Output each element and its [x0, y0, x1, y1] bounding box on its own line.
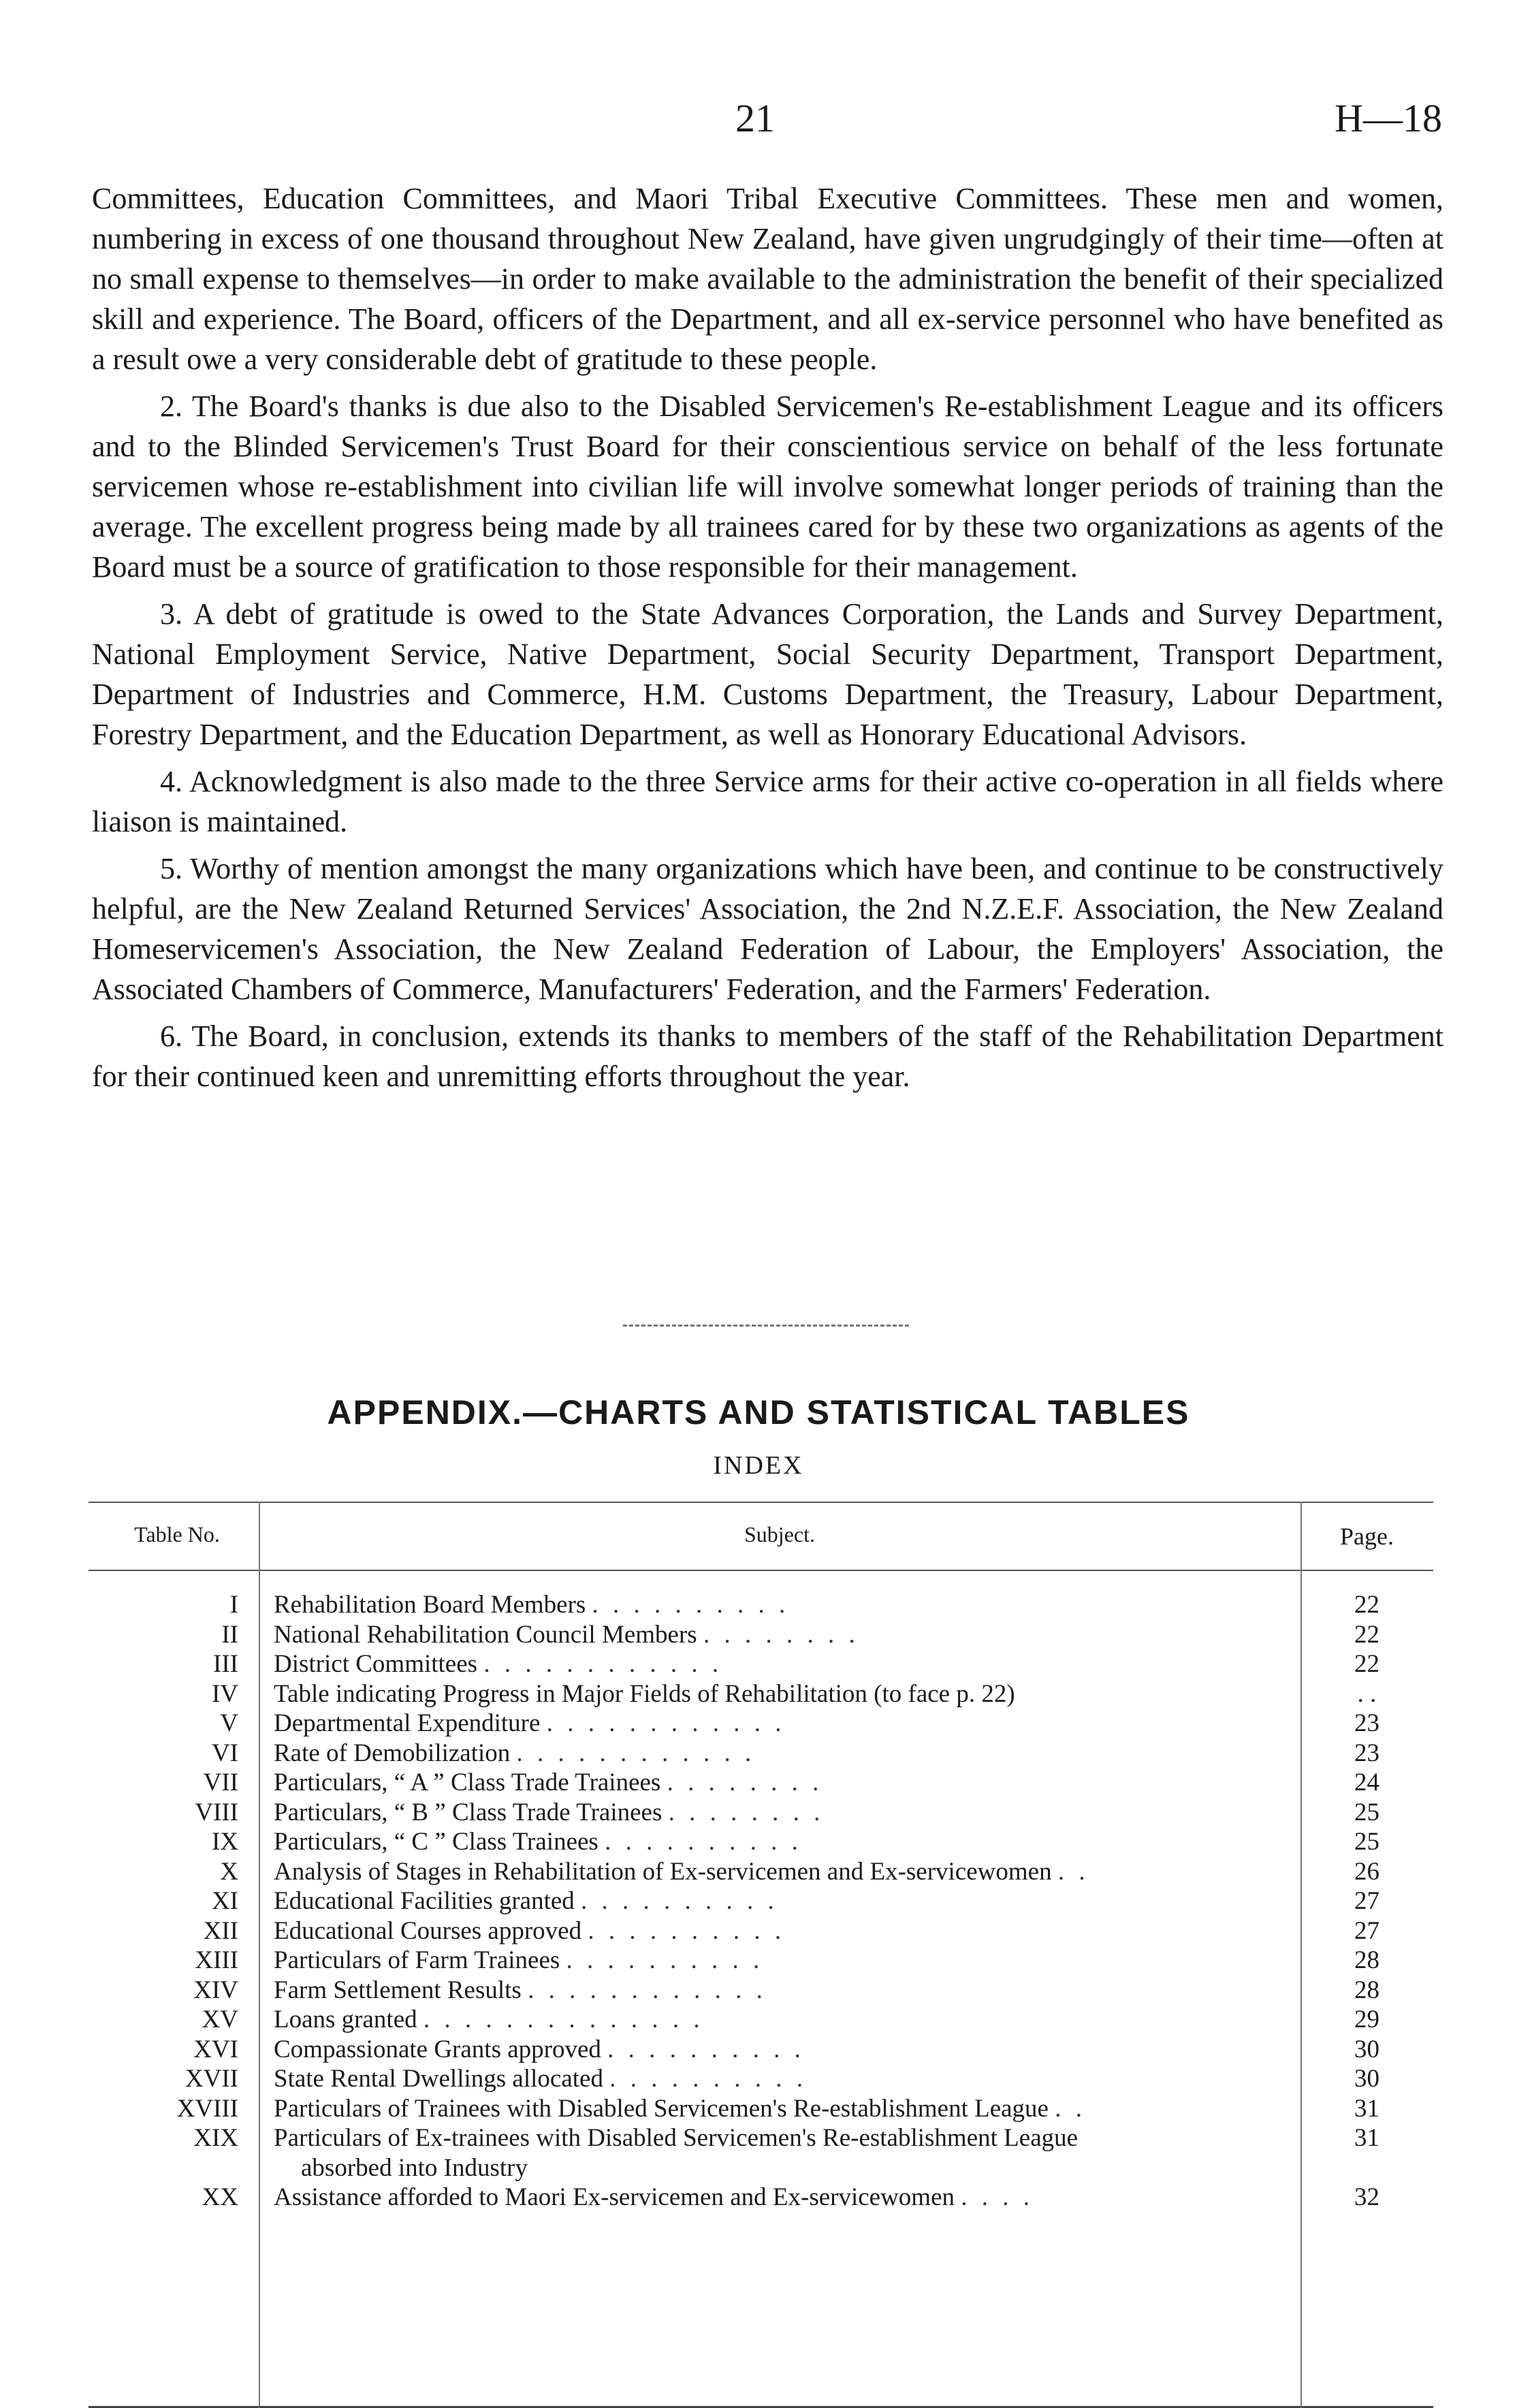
table-row: [89, 2094, 1433, 2124]
column-header-table-no: Table No.: [134, 1522, 220, 1547]
leader-dots: . .: [1057, 1857, 1089, 1886]
page-reference: 23: [1354, 1739, 1379, 1767]
leader-dots: . . . . . . . . . .: [566, 1946, 764, 1974]
leader-dots: . . . . . . . . . . . .: [528, 1976, 767, 2004]
section-separator: [623, 1325, 909, 1327]
leader-dots: . . . . . . . . . .: [607, 2035, 805, 2063]
table-subject: Analysis of Stages in Rehabilitation of Ex-servicemen and Ex-servicewomen: [274, 1857, 1052, 1886]
table-subject: Particulars of Trainees with Disabled Servicemen's Re-establishment League: [274, 2094, 1049, 2123]
table-row: [89, 1739, 1433, 1769]
table-subject: Loans granted: [274, 2006, 417, 2033]
table-subject: District Committees: [274, 1650, 478, 1678]
paragraph-5: 5. Worthy of mention amongst the many organizations which have been, and continue to be constructively helpful, are the New Zealand Returned Services' Association, the 2nd N.Z.E.F. Association, the New Zealand Homeservicemen's Association, the New Zealand Federation of Labour, the Employers' Association, the Associated Chambers of Commerce, Manufacturers' Federation, and the Farmers' Federation.: [92, 852, 1443, 1006]
table-row: [89, 1679, 1433, 1709]
leader-dots: . . . . . . . .: [667, 1769, 823, 1796]
table-subject: Educational Facilities granted: [274, 1887, 575, 1915]
leader-dots: . . . . . . . . . .: [605, 1828, 802, 1856]
leader-dots: . . . . . . . . . .: [588, 1916, 786, 1945]
table-subject-continuation: absorbed into Industry: [301, 2153, 528, 2182]
table-number: V: [220, 1709, 238, 1737]
page-reference: 22: [1354, 1620, 1379, 1649]
table-number: IV: [211, 1679, 238, 1708]
leader-dots: . . . . . . . . . . . . . .: [423, 2006, 704, 2033]
table-subject: Rate of Demobilization: [274, 1739, 511, 1767]
table-row: [89, 1857, 1433, 1887]
table-row: [89, 1886, 1433, 1916]
page-reference: 27: [1354, 1887, 1379, 1915]
page-reference: 31: [1354, 2124, 1379, 2152]
paragraph-4: 4. Acknowledgment is also made to the three Service arms for their active co-operation in all fields where liaison is maintained.: [92, 765, 1443, 838]
appendix-title: APPENDIX.—CHARTS AND STATISTICAL TABLES: [327, 1393, 1190, 1431]
table-header-rule: [89, 1570, 1433, 1571]
page-reference: 28: [1354, 1976, 1379, 2004]
table-subject: Departmental Expenditure: [274, 1709, 541, 1737]
paragraph-6: 6. The Board, in conclusion, extends its thanks to members of the staff of the Rehabilitation Department for their continued keen and unremitting efforts throughout the year.: [92, 1019, 1443, 1093]
table-row: [89, 2035, 1433, 2065]
table-number: XIV: [193, 1976, 238, 2004]
leader-dots: . . . . . . . . . . . .: [546, 1709, 786, 1737]
page-number: 21: [735, 96, 775, 140]
table-subject: Compassionate Grants approved: [274, 2035, 601, 2063]
table-row: [89, 1620, 1433, 1650]
table-number: XVIII: [176, 2094, 238, 2123]
leader-dots: . . . . . . . .: [703, 1620, 859, 1649]
table-row: [89, 1798, 1433, 1828]
table-number: XV: [202, 2006, 238, 2033]
table-number: I: [229, 1591, 238, 1619]
column-header-subject: Subject.: [744, 1522, 815, 1547]
table-subject: Particulars, “ B ” Class Trade Trainees: [274, 1798, 662, 1826]
table-row: [89, 2064, 1433, 2094]
leader-dots: . . . . . . . . . .: [609, 2065, 807, 2093]
table-subject: Particulars, “ C ” Class Trainees: [274, 1828, 598, 1856]
page-reference: 32: [1354, 2183, 1379, 2211]
table-rows: [89, 1590, 1433, 2213]
page-reference: 22: [1354, 1650, 1379, 1678]
table-row: [89, 1649, 1433, 1679]
leader-dots: . .: [1055, 2094, 1086, 2123]
table-row: [89, 1946, 1433, 1976]
table-subject: Particulars of Farm Trainees: [274, 1946, 560, 1974]
table-subject: Rehabilitation Board Members: [274, 1591, 586, 1619]
table-number: XVI: [193, 2035, 238, 2063]
document-code: H—18: [1335, 96, 1442, 140]
page-reference: 22: [1354, 1591, 1379, 1619]
table-subject: Assistance afforded to Maori Ex-servicemen and Ex-servicewomen: [274, 2183, 955, 2211]
table-subject: Table indicating Progress in Major Fields of Rehabilitation (to face p. 22): [274, 1679, 1015, 1708]
table-number: III: [213, 1650, 238, 1678]
table-subject: Farm Settlement Results: [274, 1976, 522, 2004]
table-number: VI: [211, 1739, 238, 1767]
paragraph-2: 2. The Board's thanks is due also to the Disabled Servicemen's Re-establishment League and its officers and to the Blinded Servicemen's Trust Board for their conscientious service on behalf of the less fortunate servicemen whose re-establishment into civilian life will involve somewhat longer periods of training than the average. The excellent progress being made by all trainees cared for by these two organizations as agents of the Board must be a source of gratification to those responsible for their management.: [92, 390, 1443, 584]
body-text: [92, 178, 1443, 1103]
paragraph-1: Committees, Education Committees, and Maori Tribal Executive Committees. These men and women, numbering in excess of one thousand throughout New Zealand, have given ungrudgingly of their time—often at no small expense to themselves—in order to make available to the administration the benefit of their specialized skill and experience. The Board, officers of the Department, and all ex-service personnel who have benefited as a result owe a very considerable debt of gratitude to these people.: [92, 182, 1443, 376]
table-number: XX: [202, 2183, 238, 2211]
page-reference: 27: [1354, 1916, 1379, 1945]
table-row: [89, 1976, 1433, 2006]
table-number: XII: [203, 1916, 238, 1945]
table-row: [89, 1590, 1433, 1620]
table-number: XIX: [193, 2124, 238, 2152]
table-number: II: [221, 1620, 238, 1649]
table-number: XIII: [195, 1946, 238, 1974]
table-row: [89, 1916, 1433, 1946]
table-row: [89, 2183, 1433, 2213]
page-reference: 30: [1354, 2065, 1379, 2093]
page-reference: 25: [1354, 1798, 1379, 1826]
table-top-rule: [89, 1502, 1433, 1503]
page-reference: 28: [1354, 1946, 1379, 1974]
table-number: VIII: [195, 1798, 238, 1826]
table-row: [89, 1827, 1433, 1857]
leader-dots: . . . . . . . . . .: [592, 1591, 790, 1619]
leader-dots: . . . . . . . .: [668, 1798, 825, 1826]
table-subject: Particulars of Ex-trainees with Disabled Servicemen's Re-establishment League: [274, 2124, 1079, 2152]
page-reference: 24: [1354, 1769, 1379, 1796]
page-reference: 25: [1354, 1828, 1379, 1856]
table-number: XVII: [185, 2065, 238, 2093]
table-subject: Educational Courses approved: [274, 1916, 582, 1945]
page-reference: 30: [1354, 2035, 1379, 2063]
table-subject: State Rental Dwellings allocated: [274, 2065, 603, 2093]
table-number: XI: [211, 1887, 238, 1915]
table-number: IX: [211, 1828, 238, 1856]
table-row: [89, 1709, 1433, 1739]
page-reference: 29: [1354, 2006, 1379, 2033]
table-number: VII: [203, 1769, 238, 1796]
table-row: [89, 2005, 1433, 2035]
page-reference: 31: [1354, 2094, 1379, 2123]
table-number: X: [220, 1857, 238, 1886]
leader-dots: . . . . . . . . . . . .: [483, 1650, 723, 1678]
page-reference: 23: [1354, 1709, 1379, 1737]
leader-dots: . . . . . . . . . .: [581, 1887, 778, 1915]
paragraph-3: 3. A debt of gratitude is owed to the State Advances Corporation, the Lands and Survey Department, National Employment Service, Native Department, Social Security Department, Transport Department, Department of Industries and Commerce, H.M. Customs Department, the Treasury, Labour Department, Forestry Department, and the Education Department, as well as Honorary Educational Advisors.: [92, 597, 1443, 751]
page-reference: 26: [1354, 1857, 1379, 1886]
table-subject: National Rehabilitation Council Members: [274, 1620, 697, 1649]
page-header: [0, 95, 1517, 150]
index-label: INDEX: [713, 1451, 804, 1480]
leader-dots: . . . . . . . . . . . .: [516, 1739, 756, 1767]
table-row: [89, 2123, 1433, 2183]
table-row: [89, 1768, 1433, 1798]
column-header-page: Page.: [1340, 1523, 1394, 1550]
page-reference: . .: [1357, 1679, 1377, 1708]
table-subject: Particulars, “ A ” Class Trade Trainees: [274, 1769, 661, 1796]
leader-dots: . . . .: [961, 2183, 1034, 2211]
